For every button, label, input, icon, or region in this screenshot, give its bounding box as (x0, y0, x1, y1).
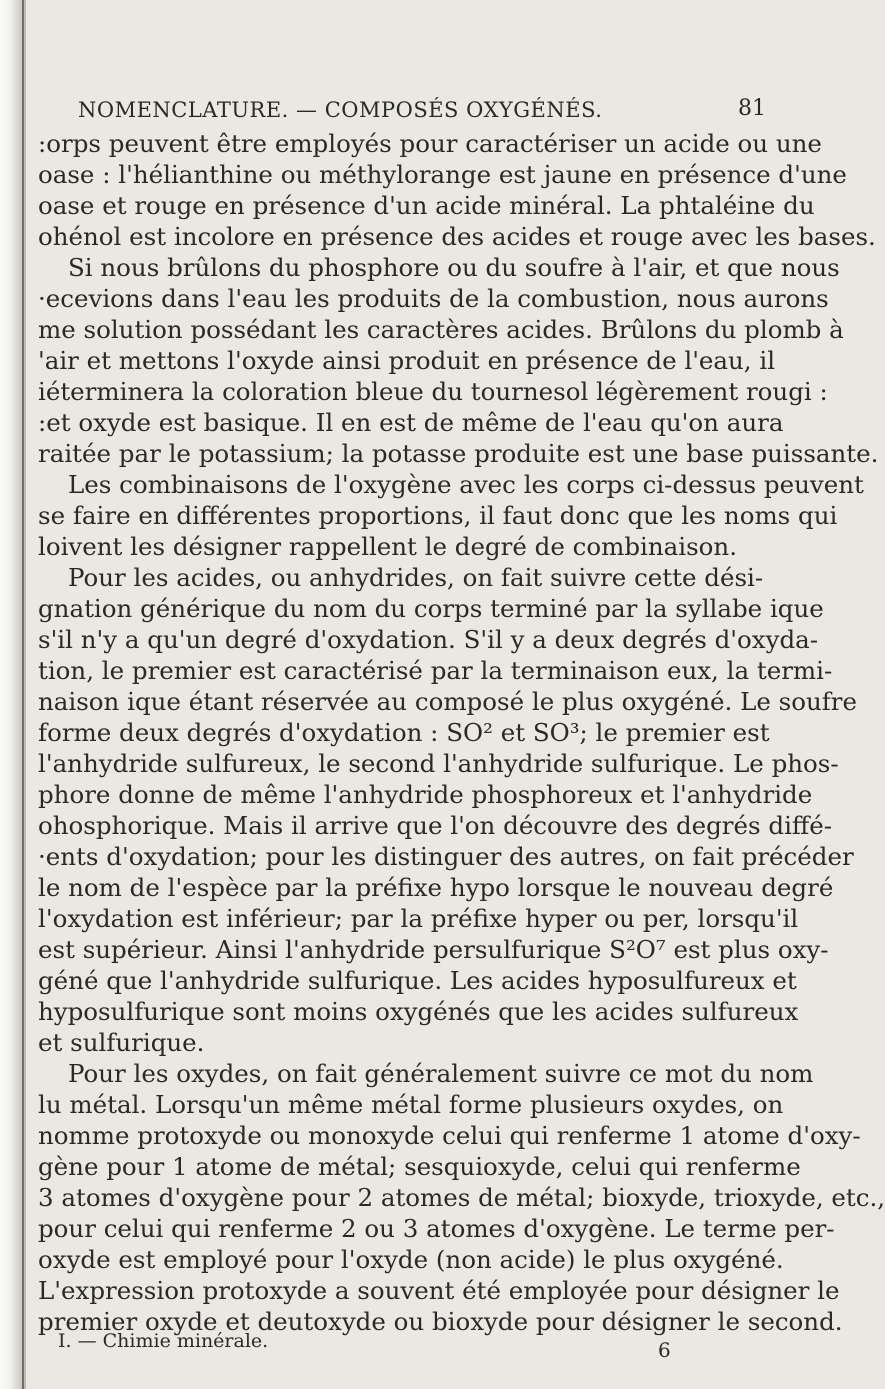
text-line: l'anhydride sulfureux, le second l'anhydride sulfurique. Le phos- (38, 749, 839, 778)
text-line: gène pour 1 atome de métal; sesquioxyde, celui qui renferme (38, 1152, 801, 1181)
text-line: le nom de l'espèce par la préfixe hypo lorsque le nouveau degré (38, 873, 834, 902)
text-line: oase et rouge en présence d'un acide minéral. La phtaléine du (38, 191, 815, 220)
text-line: Pour les oxydes, on fait généralement suivre ce mot du nom (68, 1059, 814, 1088)
text-line: lu métal. Lorsqu'un même métal forme plusieurs oxydes, on (38, 1090, 784, 1119)
text-line: forme deux degrés d'oxydation : SO² et SO³; le premier est (38, 718, 770, 747)
text-line: premier oxyde et deutoxyde ou bioxyde pour désigner le second. (38, 1307, 843, 1336)
text-line: hyposulfurique sont moins oxygénés que les acides sulfureux (38, 997, 799, 1026)
text-line: Si nous brûlons du phosphore ou du soufre à l'air, et que nous (68, 253, 840, 282)
signature-number: 6 (658, 1338, 671, 1362)
signature-mark: I. — Chimie minérale. (58, 1330, 269, 1352)
book-page (38, 0, 885, 1389)
text-line: raitée par le potassium; la potasse produite est une base puissante. (38, 439, 879, 468)
text-line: l'oxydation est inférieur; par la préfixe hyper ou per, lorsqu'il (38, 904, 799, 933)
text-line: Pour les acides, ou anhydrides, on fait suivre cette dési- (68, 563, 764, 592)
text-line: 3 atomes d'oxygène pour 2 atomes de métal; bioxyde, trioxyde, etc., (38, 1183, 885, 1212)
text-line: iéterminera la coloration bleue du tournesol légèrement rougi : (38, 377, 828, 406)
text-line: L'expression protoxyde a souvent été employée pour désigner le (38, 1276, 840, 1305)
text-line: ·ents d'oxydation; pour les distinguer des autres, on fait précéder (38, 842, 854, 871)
text-line: oxyde est employé pour l'oxyde (non acide) le plus oxygéné. (38, 1245, 784, 1274)
running-head: NOMENCLATURE. — COMPOSÉS OXYGÉNÉS. (78, 98, 603, 122)
text-line: ohénol est incolore en présence des acides et rouge avec les bases. (38, 222, 876, 251)
text-line: s'il n'y a qu'un degré d'oxydation. S'il y a deux degrés d'oxyda- (38, 625, 819, 654)
text-line: oase : l'hélianthine ou méthylorange est jaune en présence d'une (38, 160, 847, 189)
text-line: se faire en différentes proportions, il faut donc que les noms qui (38, 501, 838, 530)
text-line: :et oxyde est basique. Il en est de même de l'eau qu'on aura (38, 408, 784, 437)
text-line: ohosphorique. Mais il arrive que l'on découvre des degrés diffé- (38, 811, 833, 840)
text-line: :orps peuvent être employés pour caractériser un acide ou une (38, 129, 822, 158)
text-line: tion, le premier est caractérisé par la terminaison eux, la termi- (38, 656, 833, 685)
text-line: Les combinaisons de l'oxygène avec les corps ci-dessus peuvent (68, 470, 864, 499)
text-line: et sulfurique. (38, 1028, 205, 1057)
page-number: 81 (738, 96, 766, 121)
text-line: pour celui qui renferme 2 ou 3 atomes d'oxygène. Le terme per- (38, 1214, 835, 1243)
text-line: phore donne de même l'anhydride phosphoreux et l'anhydride (38, 780, 813, 809)
text-line: naison ique étant réservée au composé le plus oxygéné. Le soufre (38, 687, 858, 716)
page-header (38, 92, 798, 132)
page-footer (58, 1330, 758, 1370)
text-line: loivent les désigner rappellent le degré de combinaison. (38, 532, 737, 561)
text-line: gnation générique du nom du corps terminé par la syllabe ique (38, 594, 824, 623)
text-line: ·ecevions dans l'eau les produits de la combustion, nous aurons (38, 284, 829, 313)
body-text (38, 128, 885, 1337)
binding-edge (22, 0, 24, 1389)
text-line: me solution possédant les caractères acides. Brûlons du plomb à (38, 315, 844, 344)
text-line: nomme protoxyde ou monoxyde celui qui renferme 1 atome d'oxy- (38, 1121, 861, 1150)
text-line: 'air et mettons l'oxyde ainsi produit en présence de l'eau, il (38, 346, 776, 375)
text-line: est supérieur. Ainsi l'anhydride persulfurique S²O⁷ est plus oxy- (38, 935, 829, 964)
text-line: géné que l'anhydride sulfurique. Les acides hyposulfureux et (38, 966, 797, 995)
